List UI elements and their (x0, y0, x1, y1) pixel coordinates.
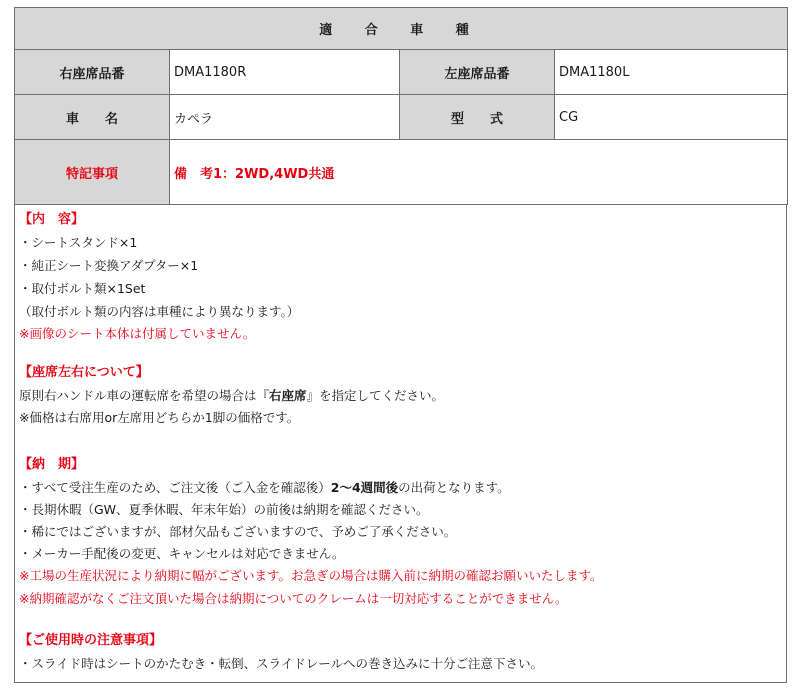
delivery-line (19, 480, 510, 496)
right-seat-label: 右座席品番 (15, 50, 170, 95)
contents-note: ※画像のシート本体は付属していません。 (19, 326, 256, 341)
model-value: CG (555, 95, 788, 140)
left-seat-value: DMA1180L (555, 50, 788, 95)
seat-side-price-note: ※価格は右席用or左席用どちらか1脚の価格です。 (19, 410, 300, 425)
car-name-label: 車 名 (15, 95, 170, 140)
left-seat-label: 左座席品番 (400, 50, 555, 95)
model-label: 型 式 (400, 95, 555, 140)
delivery-emphasis: 2〜4週間後 (330, 480, 399, 495)
seat-side-line (19, 388, 444, 404)
list-item: （取付ボルト類の内容は車種により異なります。） (19, 304, 300, 319)
delivery-note: ※納期確認がなくご注文頂いた場合は納期についてのクレームは一切対応することができません。 (19, 591, 568, 606)
right-seat-value: DMA1180R (170, 50, 400, 95)
caution-line: ・スライド時はシートのかたむき・転倒、スライドレールへの巻き込みに十分ご注意下さい。 (19, 656, 544, 671)
delivery-heading: 【納 期】 (19, 457, 85, 472)
compatibility-table (14, 7, 788, 205)
delivery-text: の出荷となります。 (398, 480, 510, 495)
list-item: ・稀にではございますが、部材欠品もございますので、予めご了承ください。 (19, 524, 457, 539)
car-name-value: カペラ (170, 95, 400, 140)
list-item: ・純正シート変換アダプター×1 (19, 258, 199, 273)
list-item: ・長期休暇（GW、夏季休暇、年末年始）の前後は納期を確認ください。 (19, 502, 429, 517)
seat-side-text: 原則右ハンドル車の運転席を希望の場合は『 (19, 388, 270, 403)
seat-side-emphasis: 右座席 (269, 388, 307, 403)
notes-label: 特記事項 (15, 140, 170, 205)
contents-heading: 【内 容】 (19, 212, 85, 227)
delivery-text: ・すべて受注生産のため、ご注文後（ご入金を確認後） (19, 480, 331, 495)
seat-side-heading: 【座席左右について】 (19, 365, 149, 380)
list-item: ・シートスタンド×1 (19, 235, 138, 250)
caution-heading: 【ご使用時の注意事項】 (19, 633, 163, 648)
product-details (14, 205, 787, 683)
seat-side-text: 』を指定してください。 (306, 388, 445, 403)
list-item: ・メーカー手配後の変更、キャンセルは対応できません。 (19, 546, 345, 561)
list-item: ・取付ボルト類×1Set (19, 281, 146, 296)
table-title: 適 合 車 種 (15, 8, 788, 50)
delivery-note: ※工場の生産状況により納期に幅がございます。お急ぎの場合は購入前に納期の確認お願いいたします。 (19, 568, 603, 583)
notes-value: 備 考1：2WD,4WD共通 (170, 140, 788, 205)
